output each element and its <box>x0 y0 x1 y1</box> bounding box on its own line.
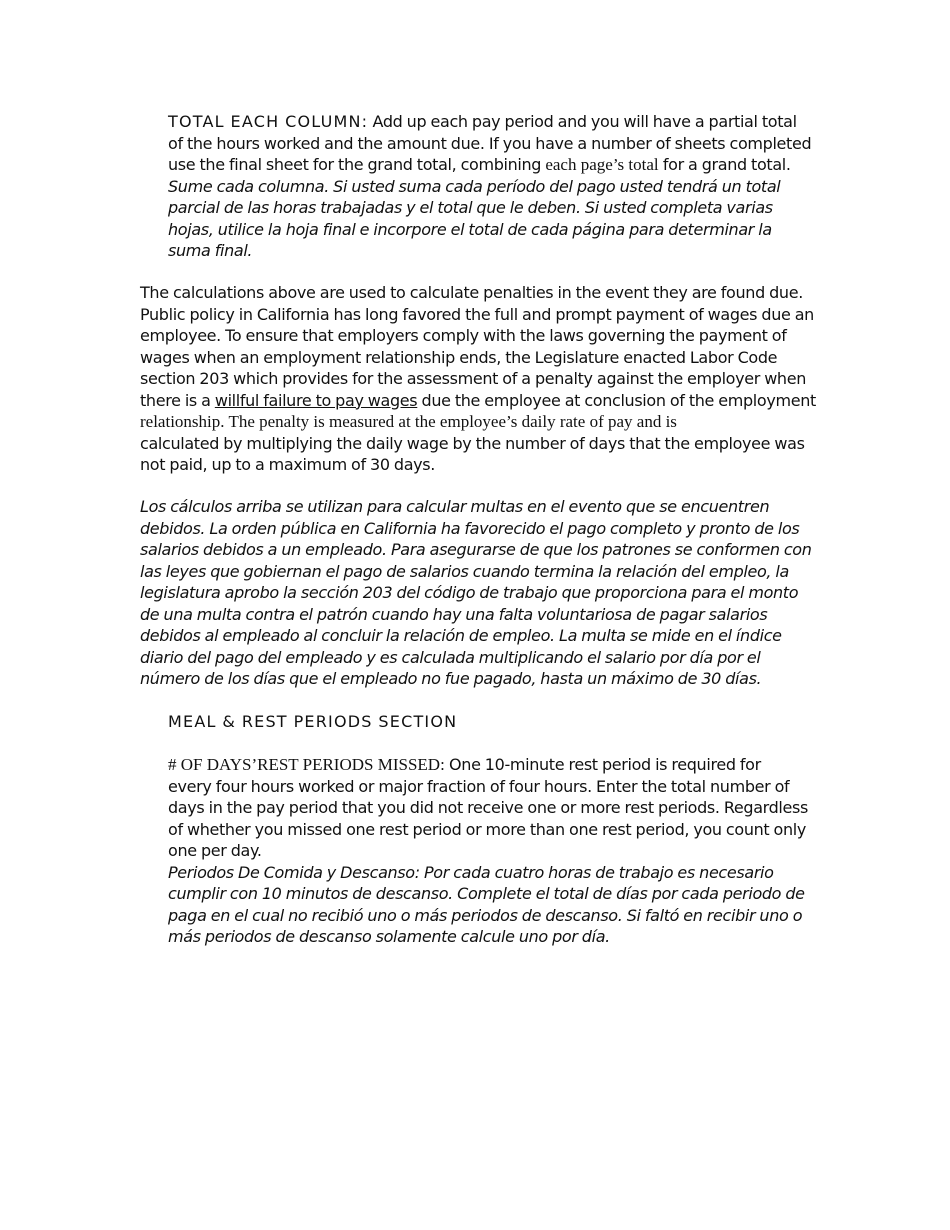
calc-es-line-6: de una multa contra el patrón cuando hay una falta voluntariosa de pagar salarios <box>140 604 768 624</box>
calc-line-8: calculated by multiplying the daily wage by the number of days that the employee was <box>140 433 805 453</box>
calc-line-5: section 203 which provides for the assessment of a penalty against the employer when <box>140 369 807 388</box>
rest-es-line-4: más periodos de descanso solamente calcule uno por día. <box>168 927 610 946</box>
calc-es-line-1: Los cálculos arriba se utilizan para calcular multas en el evento que se encuentren <box>140 497 770 516</box>
rest-line-1: # OF DAYS’REST PERIODS MISSED: One 10-minute rest period is required for <box>168 755 761 774</box>
calc-line-4: wages when an employment relationship ends, the Legislature enacted Labor Code <box>140 347 778 367</box>
rest-line-5: one per day. <box>168 841 262 860</box>
total-es-line-2: parcial de las horas trabajadas y el total que le deben. Si usted completa varias <box>168 198 773 217</box>
calc-line-3: employee. To ensure that employers comply with the laws governing the payment of <box>140 326 787 345</box>
rest-line-4: of whether you missed one rest period or more than one rest period, you count only <box>168 819 807 839</box>
calculations-paragraph <box>140 282 816 476</box>
calculations-spanish-paragraph <box>140 496 812 690</box>
rest-es-line-3: paga en el cual no recibió uno o más periodos de descanso. Si faltó en recibir uno o <box>168 905 803 925</box>
rest-line-3: days in the pay period that you did not receive one or more rest periods. Regardless <box>168 798 808 817</box>
total-line-3: use the final sheet for the grand total, combining each page’s total for a grand total. <box>168 155 791 174</box>
total-each-column-heading: TOTAL EACH COLUMN: <box>168 112 369 131</box>
calc-es-line-3: salarios debidos a un empleado. Para asegurarse de que los patrones se conformen con <box>140 540 812 559</box>
total-line-2: of the hours worked and the amount due. If you have a number of sheets completed <box>168 133 812 153</box>
calc-line-6: there is a willful failure to pay wages due the employee at conclusion of the employment <box>140 390 816 410</box>
rest-periods-label: # OF DAYS’REST PERIODS MISSED: <box>168 755 445 774</box>
calc-line-1: The calculations above are used to calculate penalties in the event they are found due. <box>140 283 803 302</box>
total-es-line-4: suma final. <box>168 241 253 260</box>
total-es-line-3: hojas, utilice la hoja final e incorpore el total de cada página para determinar la <box>168 219 772 239</box>
rest-es-line-1: Periodos De Comida y Descanso: Por cada cuatro horas de trabajo es necesario <box>168 862 774 882</box>
meal-rest-heading: MEAL & REST PERIODS SECTION <box>168 712 458 731</box>
rest-periods-section <box>168 754 808 948</box>
rest-es-line-2: cumplir con 10 minutos de descanso. Complete el total de días por cada periodo de <box>168 884 805 903</box>
total-es-line-1: Sume cada columna. Si usted suma cada período del pago usted tendrá un total <box>168 176 781 196</box>
calc-es-line-2: debidos. La orden pública en California ha favorecido el pago completo y pronto de los <box>140 518 800 538</box>
willful-failure-underlined: willful failure to pay wages <box>214 390 418 410</box>
rest-line-2: every four hours worked or major fraction of four hours. Enter the total number of <box>168 776 790 796</box>
calc-es-line-7: debidos al empleado al concluir la relación de empleo. La multa se mide en el índice <box>140 626 782 645</box>
calc-line-2: Public policy in California has long favored the full and prompt payment of wages due an <box>140 304 814 324</box>
total-line-1: TOTAL EACH COLUMN: Add up each pay period and you will have a partial total <box>168 112 797 131</box>
calc-line-9: not paid, up to a maximum of 30 days. <box>140 455 436 474</box>
calc-es-line-4: las leyes que gobiernan el pago de salarios cuando termina la relación del empleo, la <box>140 561 789 581</box>
calc-es-line-5: legislatura aprobo la sección 203 del código de trabajo que proporciona para el monto <box>140 583 799 602</box>
calc-es-line-8: diario del pago del empleado y es calculada multiplicando el salario por día por el <box>140 647 761 667</box>
calc-es-line-9: número de los días que el empleado no fue pagado, hasta un máximo de 30 días. <box>140 669 762 688</box>
calc-line-7: relationship. The penalty is measured at the employee’s daily rate of pay and is <box>140 412 677 431</box>
total-each-column-section <box>168 111 811 262</box>
